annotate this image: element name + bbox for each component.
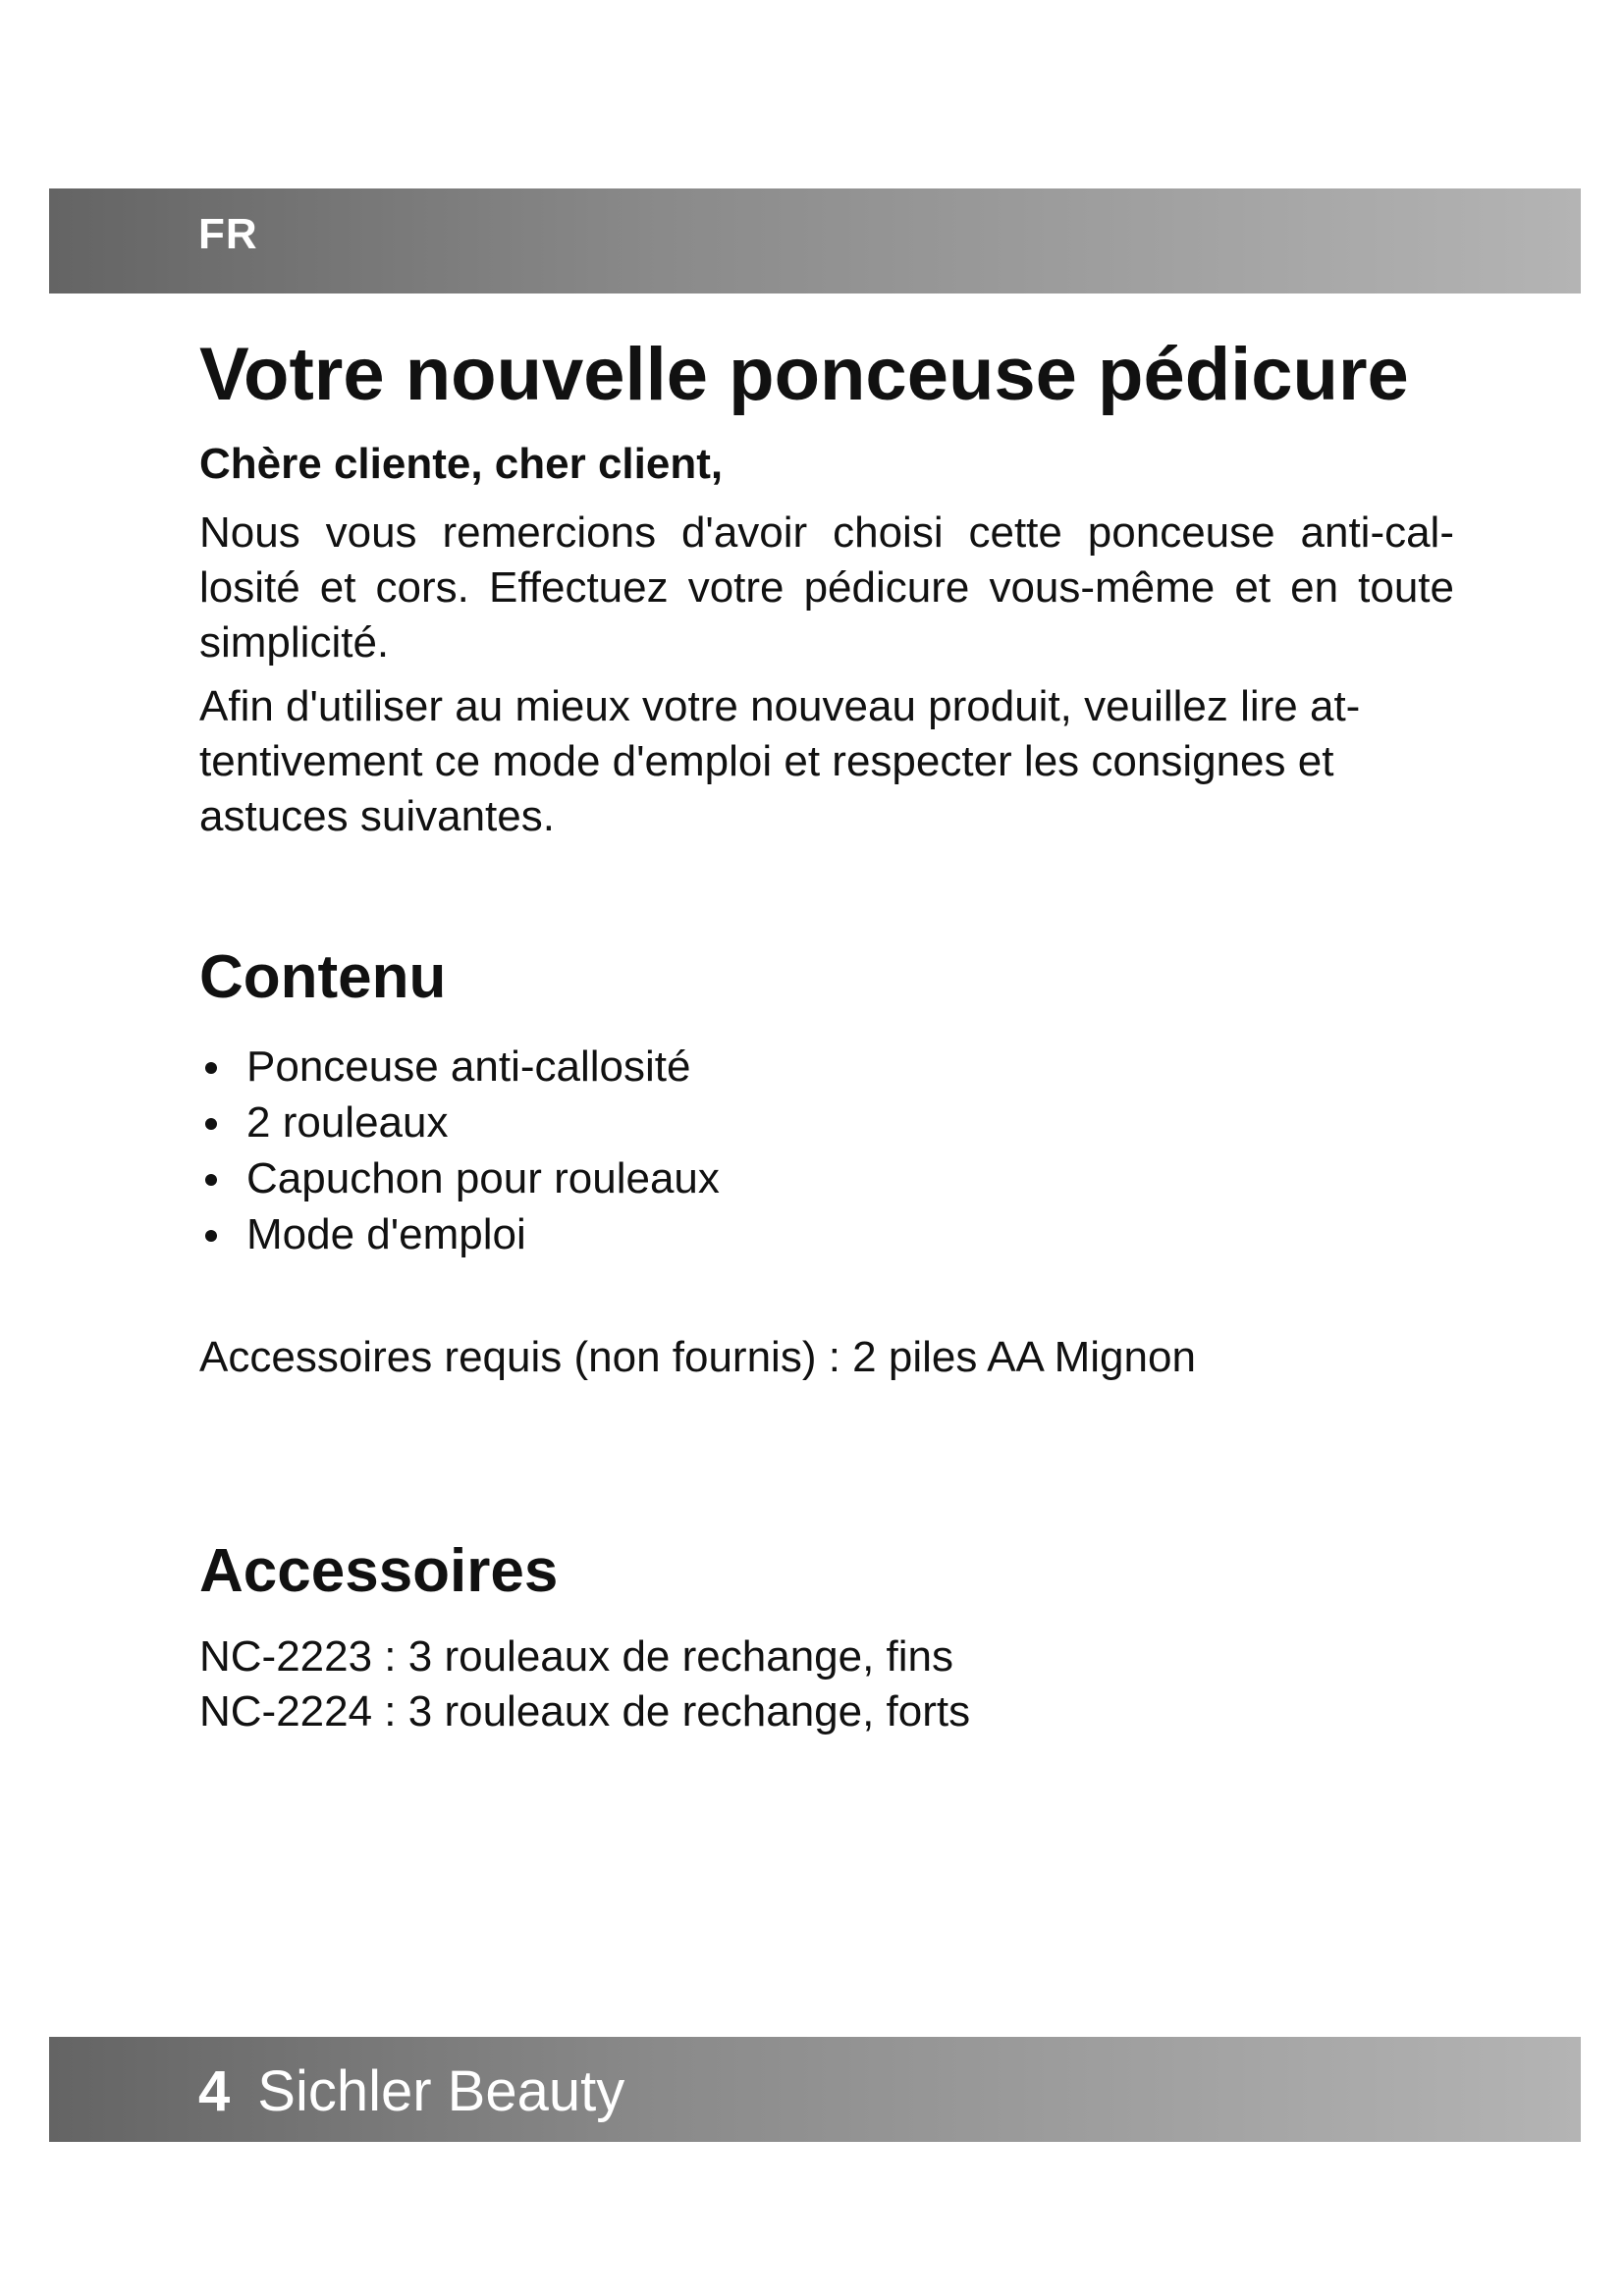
- required-accessories: Accessoires requis (non fournis) : 2 piles AA Mignon: [199, 1333, 1196, 1381]
- intro-paragraph-2: Afin d'utiliser au mieux votre nouveau produit, veuillez lire at-tentivement ce mode d'emploi et respecter les consignes et astuces suivantes.: [199, 682, 1361, 840]
- page-number: 4: [198, 2059, 231, 2123]
- language-label: FR: [198, 210, 258, 258]
- list-item: Capuchon pour rouleaux: [199, 1150, 720, 1206]
- header-band: [49, 188, 1581, 294]
- accessory-line: NC-2224 : 3 rouleaux de rechange, forts: [199, 1687, 971, 1735]
- accessories-heading: Accessoires: [199, 1537, 559, 1605]
- footer-band: [49, 2037, 1581, 2142]
- accessory-line: NC-2223 : 3 rouleaux de rechange, fins: [199, 1632, 954, 1681]
- list-item: Ponceuse anti-callosité: [199, 1039, 720, 1095]
- page-title: Votre nouvelle ponceuse pédicure: [199, 333, 1409, 416]
- intro-paragraph-1: Nous vous remercions d'avoir choisi cette ponceuse anti-cal-losité et cors. Effectuez votre pédicure vous-même et en toute simplicité.: [199, 508, 1454, 667]
- contents-list: [199, 1039, 720, 1262]
- list-item: Mode d'emploi: [199, 1206, 720, 1262]
- footer: [198, 2058, 624, 2124]
- salutation: Chère cliente, cher client,: [199, 440, 724, 488]
- contents-heading: Contenu: [199, 943, 447, 1011]
- list-item: 2 rouleaux: [199, 1095, 720, 1150]
- brand-name: Sichler Beauty: [257, 2059, 625, 2123]
